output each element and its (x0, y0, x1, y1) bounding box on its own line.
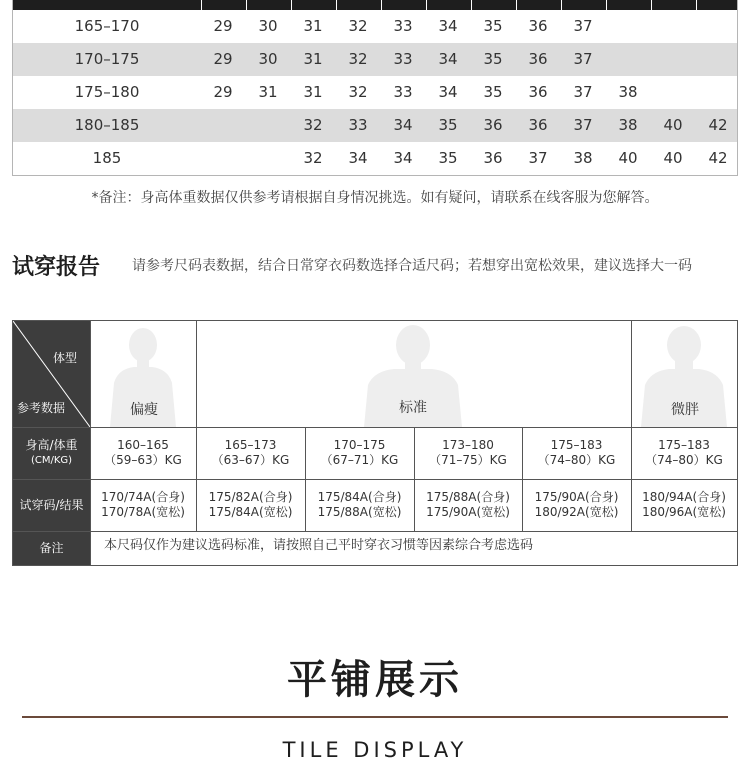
size-value: 30 (258, 50, 278, 68)
size-value: 36 (483, 149, 503, 167)
size-value: 38 (618, 83, 638, 101)
size-value: 32 (348, 83, 368, 101)
trial-size-cell: 175/84A(合身) 175/88A(宽松) (317, 490, 402, 519)
size-chart-row (13, 109, 737, 142)
size-value: 35 (438, 149, 458, 167)
size-value: 36 (528, 50, 548, 68)
size-value: 35 (438, 116, 458, 134)
size-value: 29 (213, 83, 233, 101)
fit-report-title: 试穿报告 (12, 255, 101, 280)
size-value: 34 (348, 149, 368, 167)
size-value: 37 (573, 116, 593, 134)
tile-display-title: 平铺展示 (287, 657, 463, 703)
row-label-note: 备注 (13, 531, 90, 565)
height-weight-cell: 170–175 （67–71）KG (320, 438, 399, 467)
header-ref-data: 参考数据 (17, 401, 66, 415)
size-value: 38 (618, 116, 638, 134)
row-label-trial-size: 试穿码/结果 (13, 479, 90, 531)
size-value: 30 (258, 17, 278, 35)
size-value: 34 (438, 83, 458, 101)
size-chart-row (13, 142, 737, 175)
row-label-height-weight: 身高/体重 (CM/KG) (13, 427, 90, 479)
disclaimer-note: *备注：身高体重数据仅供参考请根据自身情况挑选。如有疑问，请联系在线客服为您解答。 (91, 190, 659, 206)
size-value: 36 (528, 17, 548, 35)
trial-size-cell: 170/74A(合身) 170/78A(宽松) (101, 490, 185, 519)
corner-header (13, 321, 90, 427)
trial-size-cell: 175/82A(合身) 175/84A(宽松) (208, 490, 293, 519)
size-value: 33 (393, 83, 413, 101)
trial-size-cell: 180/94A(合身) 180/96A(宽松) (642, 490, 726, 519)
size-value: 36 (528, 116, 548, 134)
size-value: 31 (303, 83, 323, 101)
size-value: 37 (573, 83, 593, 101)
size-chart-row (13, 76, 737, 109)
size-range-label: 170–175 (74, 50, 140, 68)
size-value: 40 (618, 149, 638, 167)
figure-cell-standard (196, 321, 631, 427)
size-value: 38 (573, 149, 593, 167)
size-value: 40 (663, 116, 683, 134)
size-chart-header-band (13, 0, 737, 10)
size-value: 36 (483, 116, 503, 134)
size-value: 42 (708, 116, 728, 134)
height-weight-cell: 175–183 （74–80）KG (645, 438, 723, 467)
size-value: 34 (438, 17, 458, 35)
fit-report-hint: 请参考尺码表数据，结合日常穿衣码数选择合适尺码；若想穿出宽松效果，建议选择大一码 (132, 258, 692, 274)
size-value: 42 (708, 149, 728, 167)
trial-size-cell: 175/90A(合身) 180/92A(宽松) (534, 490, 619, 519)
size-value: 35 (483, 83, 503, 101)
size-value: 35 (483, 50, 503, 68)
figure-cell-plump (631, 321, 737, 427)
figure-label-plump: 微胖 (671, 402, 699, 418)
tile-display-subtitle: TILE DISPLAY (282, 738, 468, 762)
size-value: 31 (258, 83, 278, 101)
size-value: 32 (303, 116, 323, 134)
size-value: 31 (303, 17, 323, 35)
trial-size-cell: 175/88A(合身) 175/90A(宽松) (426, 490, 510, 519)
size-range-label: 175–180 (74, 83, 140, 101)
size-chart-row (13, 10, 737, 43)
height-weight-cell: 175–183 （74–80）KG (537, 438, 616, 467)
height-weight-cell: 165–173 （63–67）KG (211, 438, 290, 467)
figure-cell-slim (90, 321, 196, 427)
size-value: 29 (213, 50, 233, 68)
tile-display-divider (22, 716, 728, 718)
size-range-label: 185 (92, 149, 122, 167)
size-value: 33 (393, 50, 413, 68)
fit-report-table (12, 320, 738, 566)
header-body-type: 体型 (53, 351, 78, 365)
size-value: 35 (483, 17, 503, 35)
size-value: 34 (438, 50, 458, 68)
size-value: 32 (303, 149, 323, 167)
size-value: 37 (528, 149, 548, 167)
height-weight-cell: 160–165 （59–63）KG (104, 438, 182, 467)
fit-report-note: 本尺码仅作为建议选码标准，请按照自己平时穿衣习惯等因素综合考虑选码 (104, 538, 534, 553)
size-value: 32 (348, 17, 368, 35)
figure-label-standard: 标准 (399, 400, 427, 416)
size-value: 33 (348, 116, 368, 134)
size-value: 31 (303, 50, 323, 68)
size-chart-row (13, 43, 737, 76)
figure-label-slim: 偏瘦 (130, 402, 158, 418)
size-value: 36 (528, 83, 548, 101)
size-chart (12, 0, 738, 176)
size-value: 34 (393, 116, 413, 134)
size-range-label: 165–170 (74, 17, 140, 35)
height-weight-cell: 173–180 （71–75）KG (429, 438, 507, 467)
size-value: 37 (573, 17, 593, 35)
size-value: 29 (213, 17, 233, 35)
size-value: 37 (573, 50, 593, 68)
size-range-label: 180–185 (74, 116, 140, 134)
size-value: 40 (663, 149, 683, 167)
size-value: 33 (393, 17, 413, 35)
size-value: 32 (348, 50, 368, 68)
size-value: 34 (393, 149, 413, 167)
